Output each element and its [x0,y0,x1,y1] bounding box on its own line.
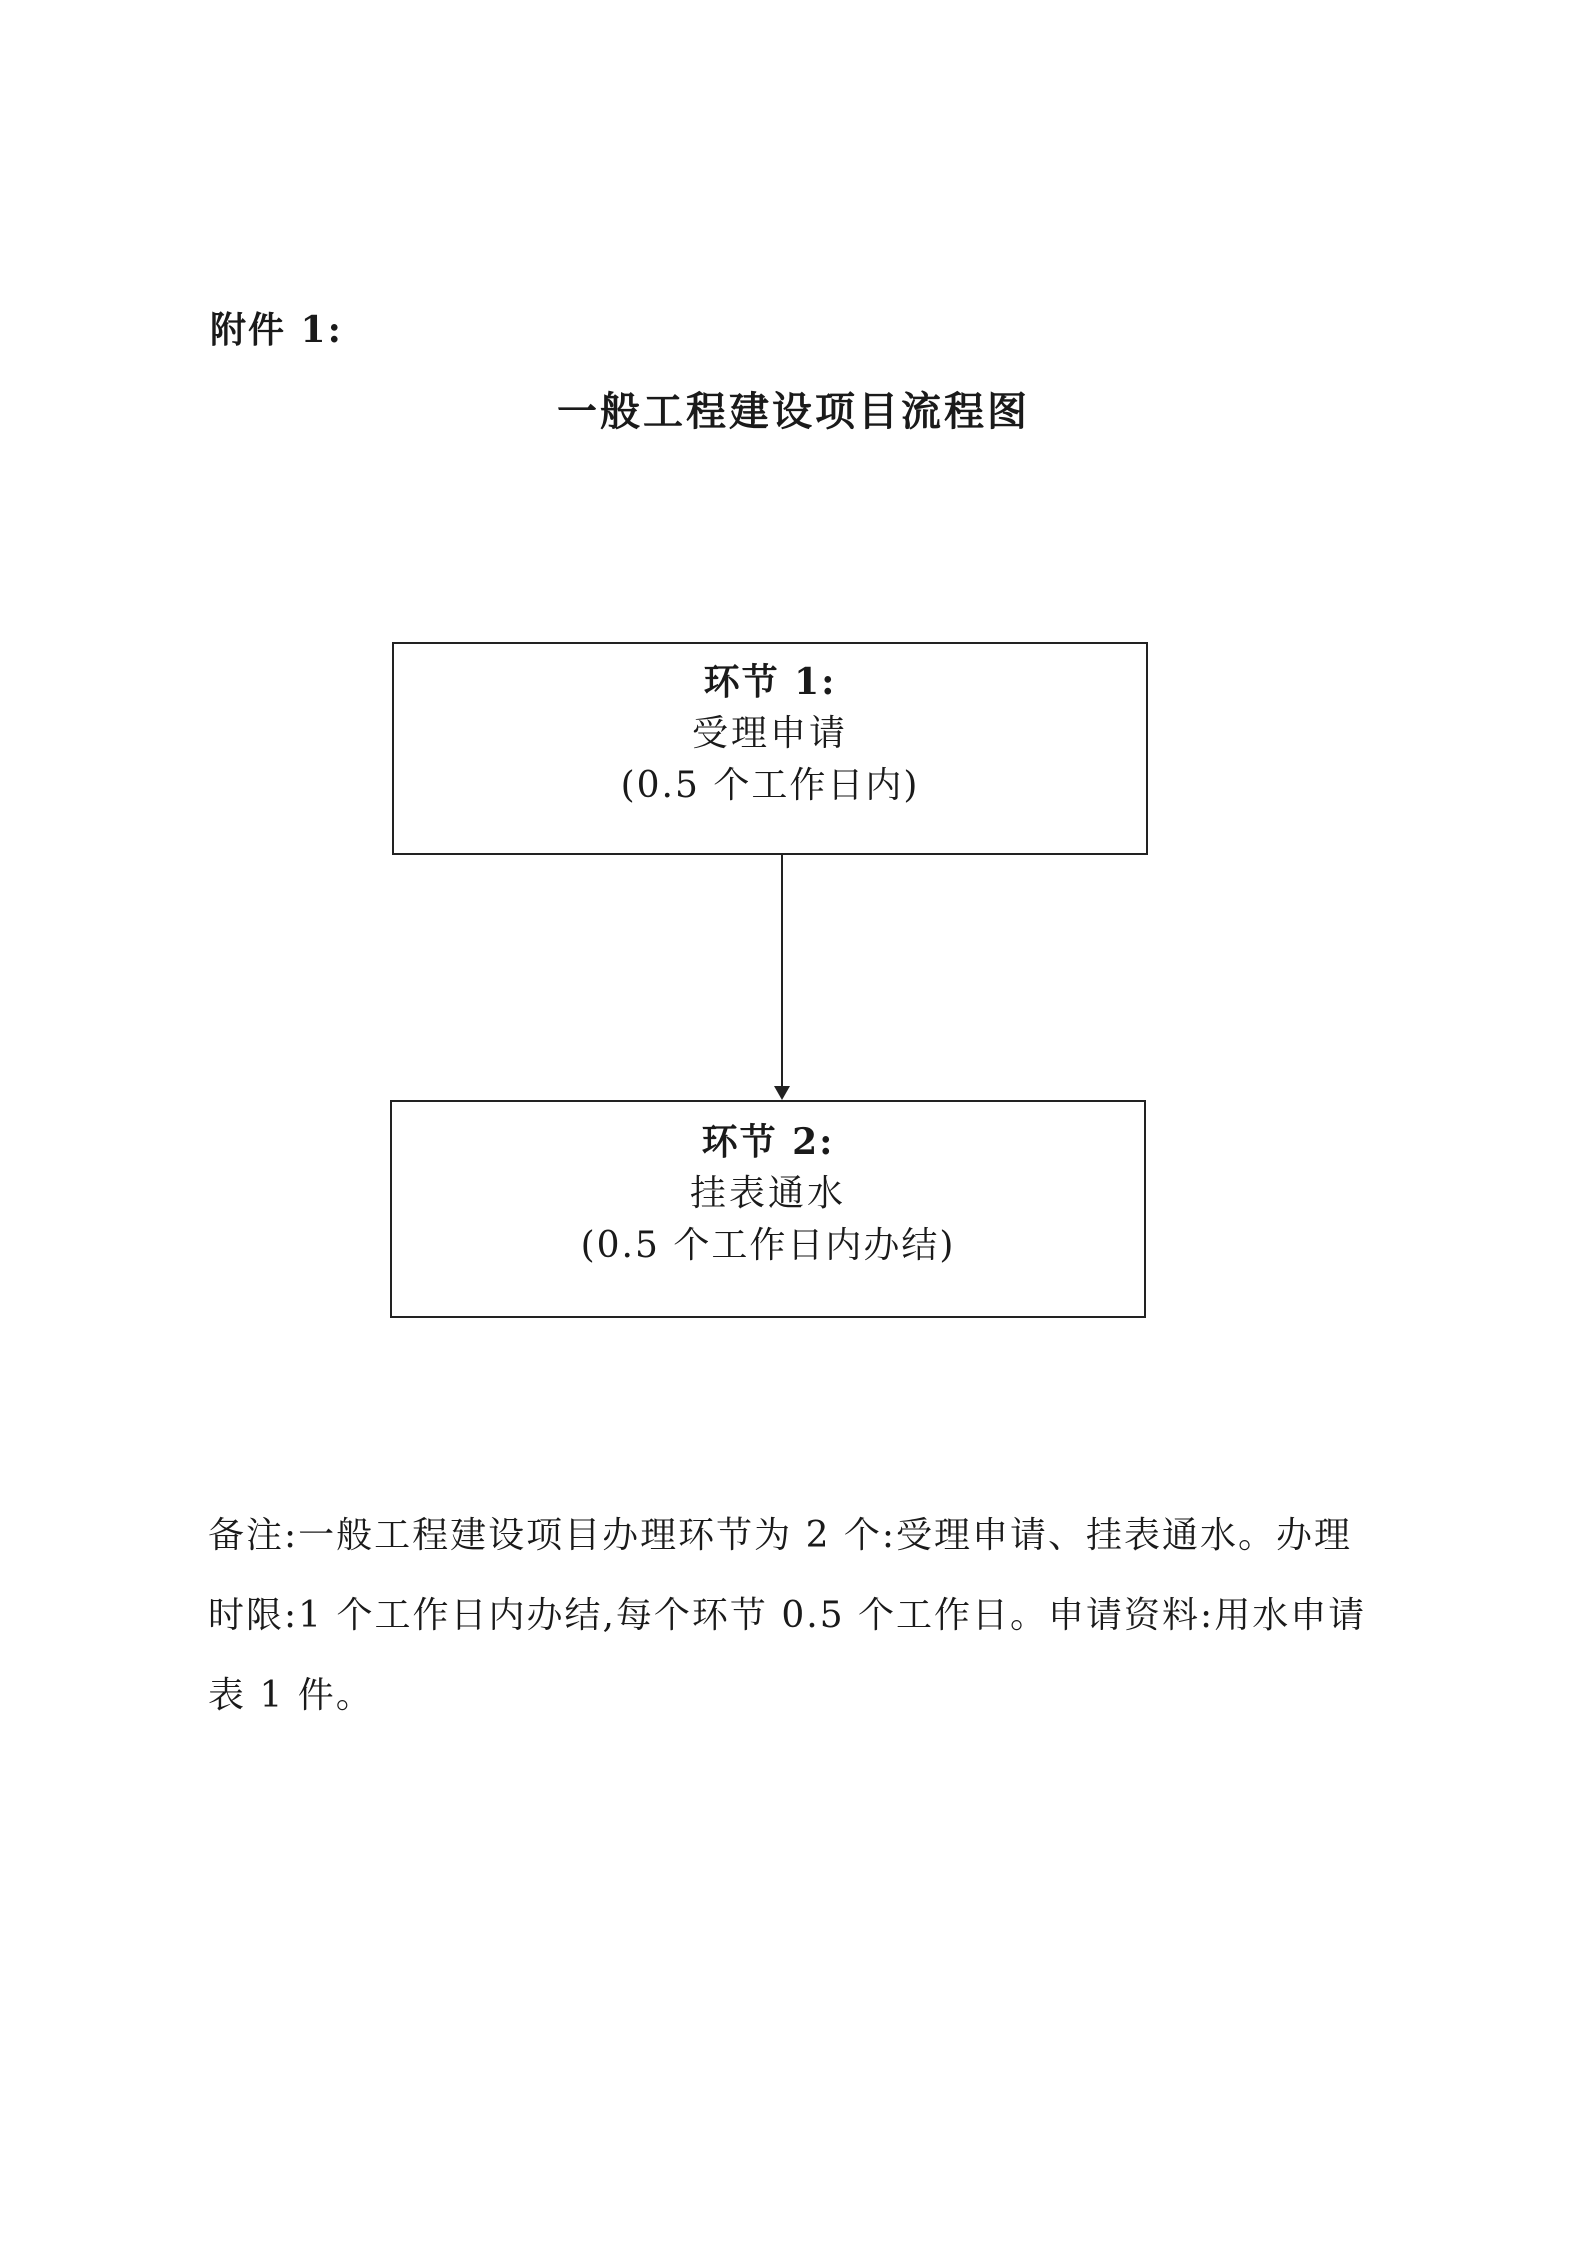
note-paragraph: 备注:一般工程建设项目办理环节为 2 个:受理申请、挂表通水。办理时限:1 个工作日内办结,每个环节 0.5 个工作日。申请资料:用水申请表 1 件。 [208,1515,1367,1716]
connector-arrowhead [774,1086,790,1100]
step-2-name: 挂表通水 [689,1173,846,1214]
attachment-label: 附件 1: [210,309,343,351]
step-2-label: 环节 2: [701,1121,835,1163]
step-2-time: (0.5 个工作日内办结) [580,1225,956,1266]
step-1-name: 受理申请 [691,713,848,754]
step-1-time: (0.5 个工作日内) [620,765,920,806]
page-title: 一般工程建设项目流程图 [557,388,1030,435]
flow-step-2 [390,1100,1146,1318]
step-1-label: 环节 1: [703,661,837,703]
